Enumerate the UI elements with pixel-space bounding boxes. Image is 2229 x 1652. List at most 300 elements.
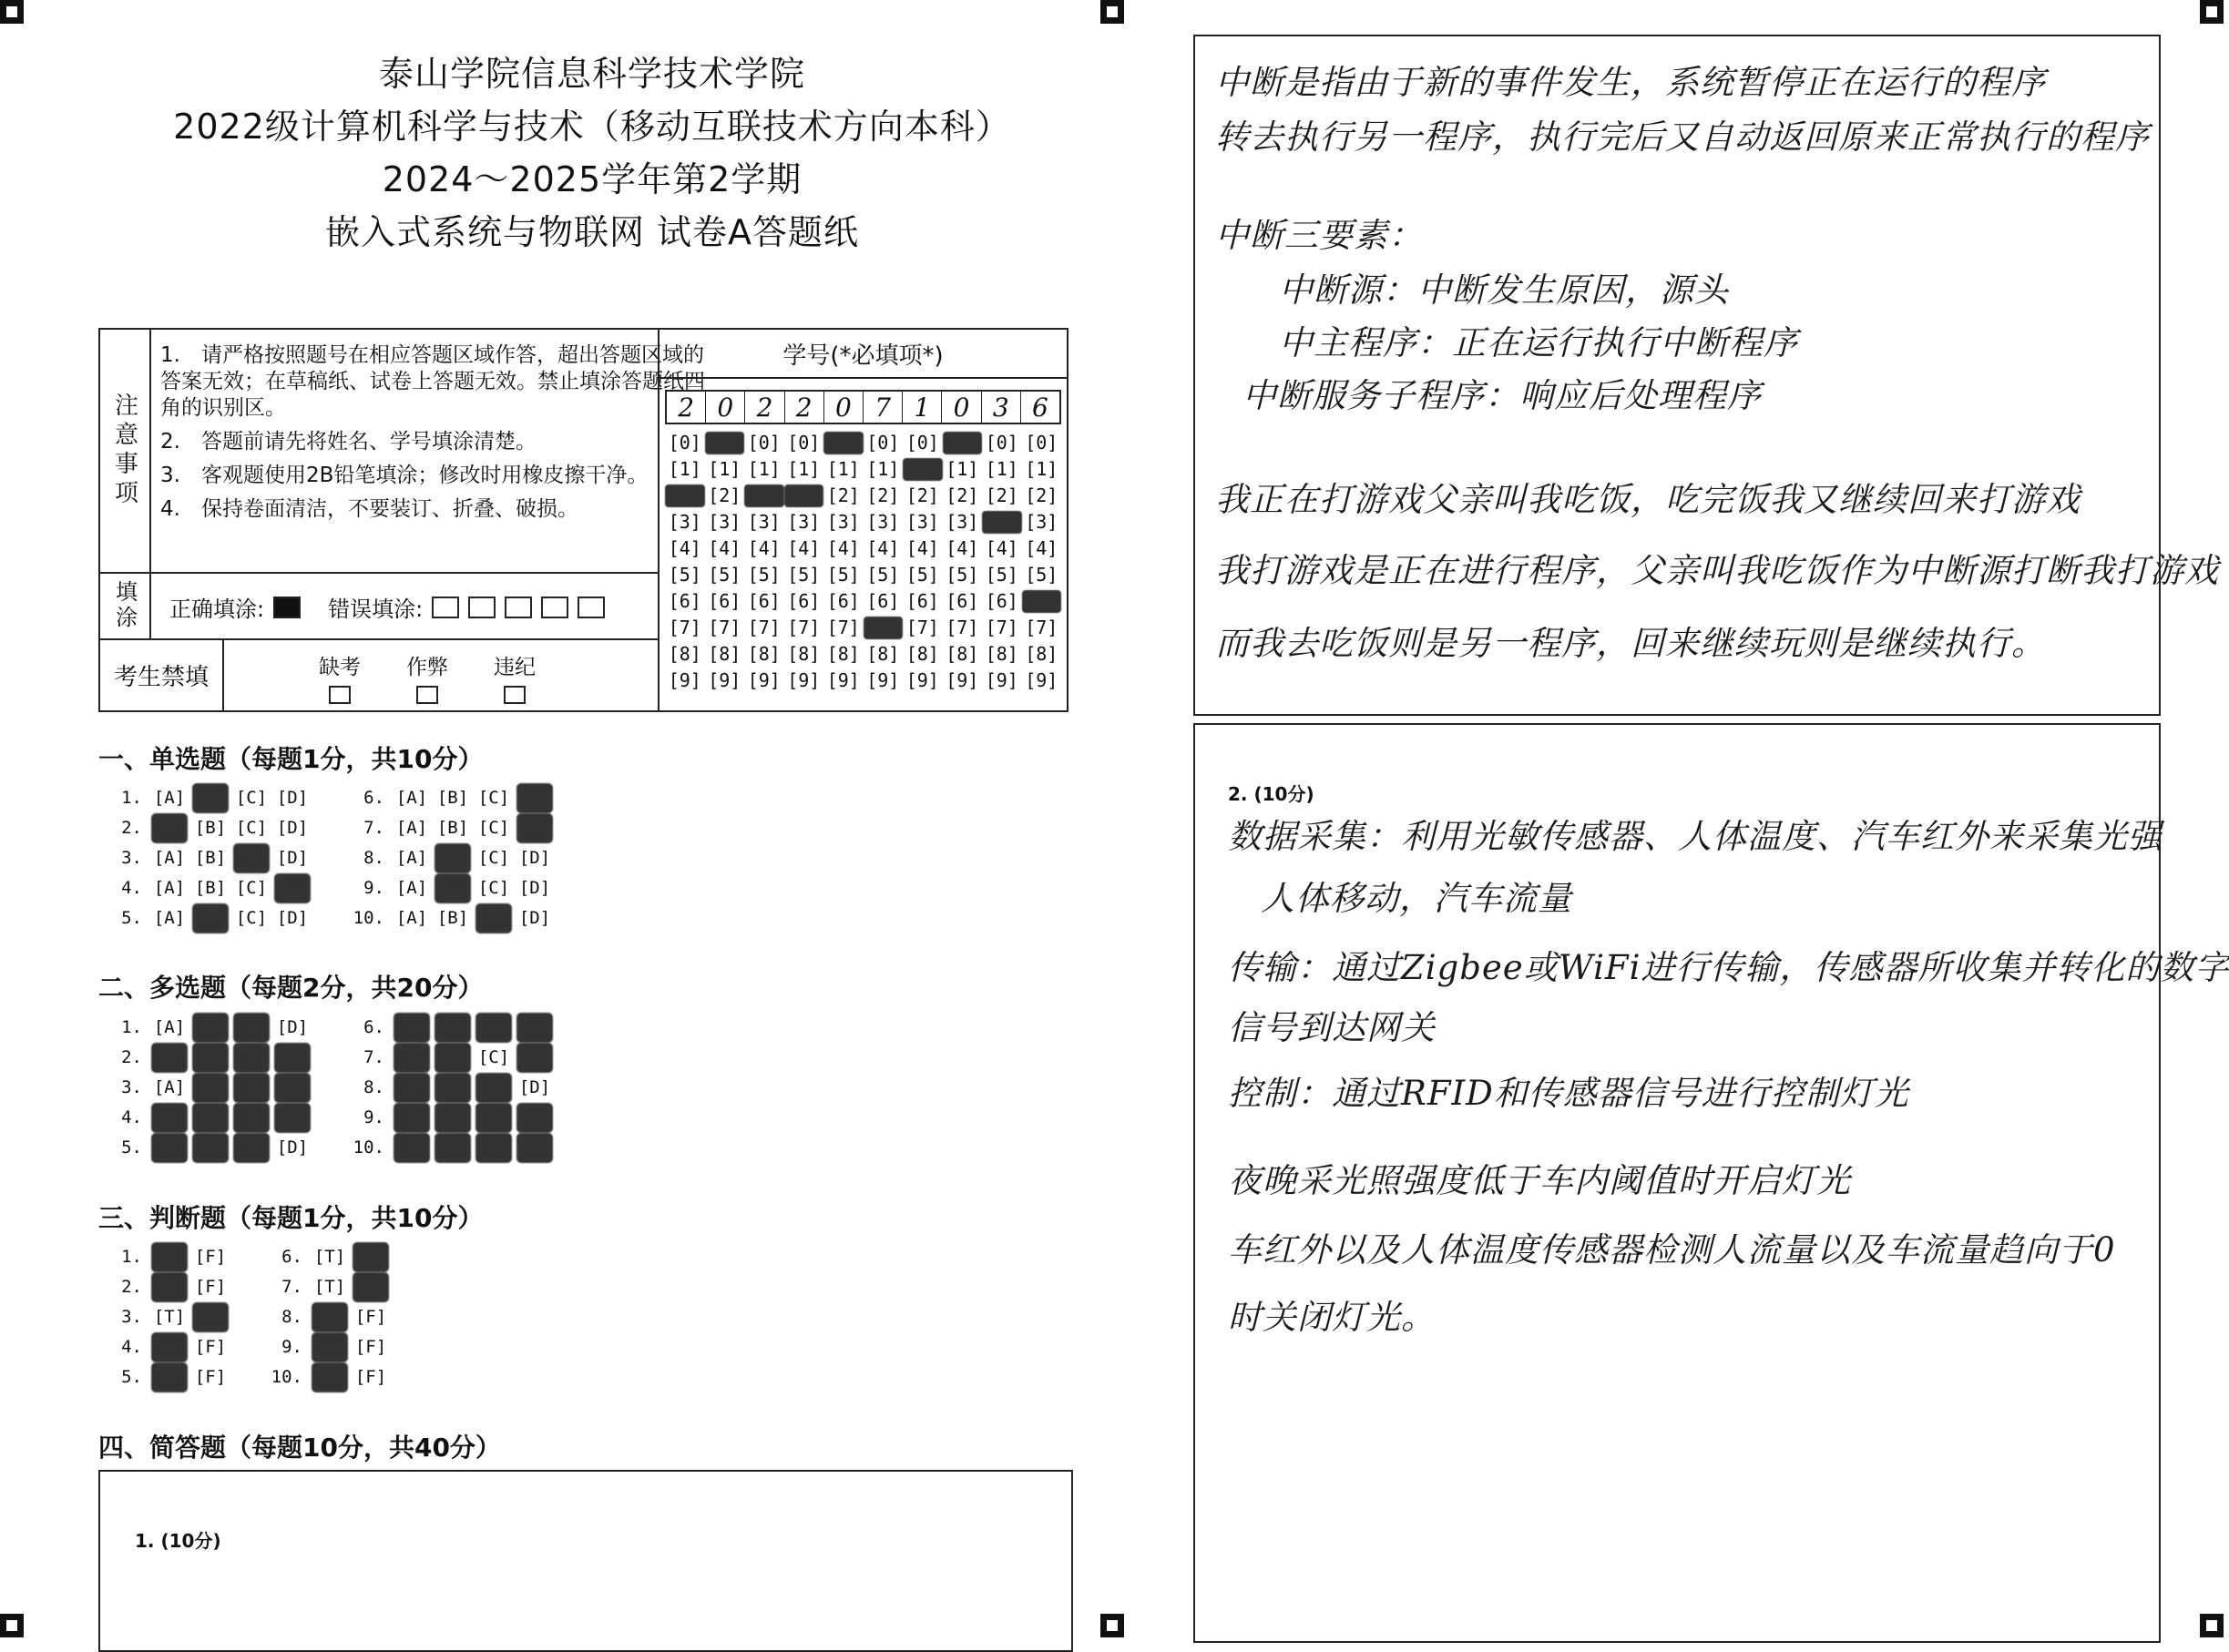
student-id-bubble[interactable]: [0]	[747, 432, 781, 454]
student-id-bubble[interactable]: [1]	[708, 458, 741, 480]
answer-bubble[interactable]: [T]	[153, 1307, 186, 1327]
answer-bubble[interactable]: [F]	[194, 1367, 227, 1387]
answer-bubble[interactable]: [B]	[436, 788, 469, 808]
student-id-bubble[interactable]: [0]	[668, 432, 701, 454]
student-id-bubble[interactable]: [8]	[826, 643, 860, 665]
student-id-bubble[interactable]: [9]	[708, 669, 741, 691]
notice-item: 4. 保持卷面清洁，不要装订、折叠、破损。	[160, 497, 578, 521]
student-id-bubble[interactable]: [3]	[747, 511, 781, 533]
answer-box-q2[interactable]	[1193, 723, 2229, 1643]
handwritten-line: 而我去吃饭则是另一程序，回来继续玩则是继续执行。	[1215, 624, 2046, 663]
question-row	[109, 1242, 233, 1272]
question-row	[109, 813, 315, 843]
answer-bubble[interactable]: [T]	[151, 1242, 188, 1272]
student-id-bubble[interactable]: [7]	[985, 617, 1018, 638]
handwritten-line: 中断源：中断发生原因，源头	[1279, 270, 1729, 310]
student-id-bubble[interactable]: [2]	[1025, 484, 1058, 506]
fill-label: 填涂	[100, 572, 151, 638]
cheat-checkbox[interactable]	[416, 686, 438, 704]
student-id-bubble-grid[interactable]	[665, 432, 1061, 692]
student-id-bubble[interactable]: [3]	[982, 511, 1022, 534]
answer-bubble[interactable]: [C]	[475, 1103, 512, 1133]
student-id-bubble[interactable]: [4]	[787, 537, 821, 559]
student-id-bubble[interactable]: [1]	[668, 458, 701, 480]
student-id-bubble[interactable]: [1]	[946, 458, 979, 480]
student-id-bubble[interactable]: [8]	[787, 643, 821, 665]
student-id-bubble[interactable]: [4]	[826, 537, 860, 559]
answer-bubble[interactable]: [A]	[394, 1103, 430, 1133]
student-id-bubble[interactable]: [0]	[787, 432, 821, 454]
answer-bubble[interactable]: [F]	[354, 1307, 387, 1327]
student-id-bubble[interactable]: [3]	[905, 511, 939, 533]
answer-bubble[interactable]: [T]	[151, 1362, 188, 1392]
answer-bubble[interactable]: [B]	[192, 1103, 229, 1133]
question-row	[352, 873, 557, 903]
student-id-bubble[interactable]: [9]	[866, 669, 900, 691]
question-row	[109, 1073, 315, 1103]
handwritten-line: 夜晚采光照强度低于车内阈值时开启灯光	[1228, 1161, 1851, 1200]
answer-bubble[interactable]: [A]	[395, 878, 428, 898]
answer-bubble[interactable]: [C]	[477, 788, 510, 808]
question-number: 4.	[121, 878, 142, 898]
student-id-bubble[interactable]: [4]	[708, 537, 741, 559]
answer-bubble[interactable]: [A]	[394, 1073, 430, 1103]
answer-bubble[interactable]: [T]	[313, 1277, 346, 1297]
answer-bubble[interactable]: [B]	[436, 818, 469, 838]
student-id-bubble[interactable]: [1]	[826, 458, 860, 480]
student-id-bubble[interactable]: [6]	[1022, 590, 1062, 613]
answer-bubble[interactable]: [C]	[477, 818, 510, 838]
student-id-bubble[interactable]: [6]	[708, 590, 741, 612]
answer-bubble[interactable]: [B]	[192, 1133, 229, 1163]
answer-bubble[interactable]: [D]	[518, 878, 551, 898]
student-id-digit: 2	[667, 392, 706, 423]
answer-bubble[interactable]: [A]	[153, 908, 186, 928]
handwritten-line: 数据采集：利用光敏传感器、人体温度、汽车红外来采集光强	[1228, 817, 2163, 856]
student-id-bubble[interactable]: [5]	[787, 564, 821, 586]
student-id-bubble[interactable]: [4]	[747, 537, 781, 559]
answer-bubble[interactable]: [C]	[477, 878, 510, 898]
answer-bubble[interactable]: [T]	[312, 1362, 348, 1392]
answer-bubble[interactable]: [C]	[475, 1133, 512, 1163]
student-id-bubble[interactable]: [6]	[866, 590, 900, 612]
answer-bubble[interactable]: [A]	[395, 848, 428, 868]
student-id-bubble[interactable]: [8]	[1025, 643, 1058, 665]
multi-choice-grid[interactable]	[109, 1013, 557, 1163]
handwritten-line: 我打游戏是正在进行程序，父亲叫我吃饭作为中断源打断我打游戏	[1215, 551, 2219, 590]
question-number: 5.	[121, 1137, 142, 1157]
student-id-bubble[interactable]: [9]	[985, 669, 1018, 691]
answer-bubble[interactable]: [A]	[151, 1043, 188, 1073]
answer-bubble[interactable]: [C]	[235, 878, 268, 898]
question-row	[270, 1302, 394, 1332]
notice-item: 2. 答题前请先将姓名、学号填涂清楚。	[160, 430, 537, 454]
answer-bubble[interactable]: [C]	[477, 1047, 510, 1067]
student-id-bubble[interactable]: [4]	[946, 537, 979, 559]
answer-bubble[interactable]: [B]	[192, 1073, 229, 1103]
question-number: 2.	[121, 1277, 142, 1297]
student-id-bubble[interactable]: [8]	[985, 643, 1018, 665]
answer-box-q1[interactable]	[98, 1470, 1073, 1652]
question-number: 6.	[281, 1247, 302, 1267]
student-id-bubble[interactable]: [8]	[946, 643, 979, 665]
answer-bubble[interactable]: [A]	[395, 788, 428, 808]
handwritten-line: 控制：通过RFID和传感器信号进行控制灯光	[1228, 1074, 1909, 1113]
absent-checkbox[interactable]	[329, 686, 351, 704]
term-title: 2024～2025学年第2学期	[382, 159, 803, 199]
answer-bubble[interactable]: [C]	[235, 818, 268, 838]
exam-label: 考生禁填	[100, 638, 224, 712]
answer-bubble[interactable]: [B]	[435, 1073, 471, 1103]
question-number: 3.	[121, 1307, 142, 1327]
student-id-bubble[interactable]: [4]	[985, 537, 1018, 559]
question-row	[109, 1013, 315, 1043]
question-number: 7.	[281, 1277, 302, 1297]
student-id-area	[658, 330, 1067, 710]
student-id-bubble[interactable]: [5]	[985, 564, 1018, 586]
student-id-digit: 1	[903, 392, 942, 423]
student-id-bubble[interactable]: [3]	[1025, 511, 1058, 533]
handwritten-line: 时关闭灯光。	[1228, 1298, 1436, 1337]
question-number: 3.	[121, 1077, 142, 1097]
answer-bubble[interactable]: [C]	[475, 903, 512, 933]
violation-label: 违纪	[494, 656, 536, 679]
answer-bubble[interactable]: [A]	[151, 1103, 188, 1133]
wrong-fill-cross-icon	[468, 597, 496, 618]
student-id-bubble[interactable]: [6]	[747, 590, 781, 612]
wrong-fill-dash-icon	[505, 597, 532, 618]
question-number: 8.	[363, 848, 384, 868]
student-id-bubble[interactable]: [3]	[787, 511, 821, 533]
absent-label: 缺考	[319, 656, 361, 679]
student-id-digit: 2	[745, 392, 784, 423]
handwritten-line: 信号到达网关	[1228, 1008, 1436, 1047]
student-id-bubble[interactable]: [5]	[668, 564, 701, 586]
student-id-bubble[interactable]: [4]	[1025, 537, 1058, 559]
student-id-bubble[interactable]: [2]	[744, 484, 784, 507]
answer-bubble[interactable]: [B]	[194, 848, 227, 868]
student-id-bubble[interactable]: [3]	[946, 511, 979, 533]
student-id-digit: 6	[1032, 392, 1048, 423]
student-id-bubble[interactable]: [8]	[747, 643, 781, 665]
student-id-bubble[interactable]: [6]	[787, 590, 821, 612]
answer-bubble[interactable]: [D]	[516, 1043, 553, 1073]
notice-label: 注意事项	[100, 330, 151, 572]
answer-bubble[interactable]: [D]	[276, 1017, 309, 1037]
handwritten-line: 我正在打游戏父亲叫我吃饭，吃完饭我又继续回来打游戏	[1215, 480, 2081, 519]
answer-bubble[interactable]: [T]	[151, 1332, 188, 1362]
student-id-bubble[interactable]: [3]	[668, 511, 701, 533]
student-id-bubble[interactable]: [2]	[905, 484, 939, 506]
answer-box-q1-continued[interactable]	[1193, 35, 2219, 716]
answer-bubble[interactable]: [D]	[276, 908, 309, 928]
exam-options	[319, 650, 536, 704]
student-id-bubble[interactable]: [1]	[903, 458, 943, 481]
notice-item: 3. 客观题使用2B铅笔填涂；修改时用橡皮擦干净。	[160, 464, 649, 487]
answer-bubble[interactable]: [T]	[151, 1272, 188, 1302]
student-id-bubble[interactable]: [3]	[708, 511, 741, 533]
answer-bubble[interactable]: [F]	[353, 1242, 389, 1272]
answer-bubble[interactable]: [T]	[313, 1247, 346, 1267]
answer-bubble[interactable]: [F]	[354, 1337, 387, 1357]
student-id-bubble[interactable]: [1]	[1025, 458, 1058, 480]
student-id-bubble[interactable]: [0]	[866, 432, 900, 454]
answer-bubble[interactable]: [D]	[274, 1043, 311, 1073]
student-id-bubble[interactable]: [9]	[747, 669, 781, 691]
answer-bubble[interactable]: [C]	[475, 1073, 512, 1103]
student-id-bubble[interactable]: [9]	[905, 669, 939, 691]
question-number: 5.	[121, 908, 142, 928]
student-id-bubble[interactable]: [9]	[668, 669, 701, 691]
section-short-answer: 四、简答题（每题10分，共40分）	[98, 1433, 501, 1463]
notice-box	[98, 328, 1068, 712]
question-number: 9.	[281, 1337, 302, 1357]
question-row	[109, 783, 315, 813]
student-id-bubble[interactable]: [8]	[708, 643, 741, 665]
student-id-bubble[interactable]: [7]	[946, 617, 979, 638]
student-id-bubble[interactable]: [6]	[668, 590, 701, 612]
q1-label: 1. (10分)	[135, 1530, 221, 1552]
exam-title: 嵌入式系统与物联网 试卷A答题纸	[324, 212, 860, 252]
answer-bubble[interactable]: [B]	[435, 1133, 471, 1163]
answer-bubble[interactable]: [A]	[153, 1077, 186, 1097]
answer-bubble[interactable]: [C]	[477, 848, 510, 868]
question-row	[352, 903, 557, 933]
answer-bubble[interactable]: [D]	[276, 1137, 309, 1157]
student-id-bubble[interactable]: [6]	[985, 590, 1018, 612]
student-id-bubble[interactable]: [5]	[708, 564, 741, 586]
student-id-bubble[interactable]: [1]	[747, 458, 781, 480]
answer-bubble[interactable]: [D]	[274, 873, 311, 903]
single-choice-grid[interactable]	[109, 783, 557, 933]
handwritten-line: 中断三要素：	[1215, 216, 1423, 255]
question-row	[352, 1103, 557, 1133]
student-id-bubble[interactable]: [2]	[708, 484, 741, 506]
answer-bubble[interactable]: [D]	[516, 1133, 553, 1163]
question-number: 1.	[121, 1247, 142, 1267]
section-true-false: 三、判断题（每题1分，共10分）	[98, 1203, 484, 1233]
question-number: 6.	[363, 1017, 384, 1037]
student-id-bubble[interactable]: [5]	[866, 564, 900, 586]
student-id-bubble[interactable]: [2]	[866, 484, 900, 506]
question-row	[109, 1133, 315, 1163]
question-row	[109, 843, 315, 873]
answer-bubble[interactable]: [A]	[394, 1013, 430, 1043]
notice-item: 1. 请严格按照题号在相应答题区域作答，超出答题区域的答案无效；在草稿纸、试卷上答题无效。禁止填涂答题纸四角的识别区。	[160, 343, 705, 420]
answer-bubble[interactable]: [F]	[194, 1247, 227, 1267]
student-id-bubble[interactable]: [7]	[668, 617, 701, 638]
question-row	[270, 1362, 394, 1392]
answer-bubble[interactable]: [A]	[395, 818, 428, 838]
question-number: 5.	[121, 1367, 142, 1387]
answer-bubble[interactable]: [T]	[312, 1332, 348, 1362]
student-id-bubble[interactable]: [4]	[905, 537, 939, 559]
answer-bubble[interactable]: [D]	[516, 813, 553, 843]
answer-bubble[interactable]: [C]	[233, 1133, 270, 1163]
question-row	[352, 813, 557, 843]
corner-mark	[1100, 1614, 1124, 1637]
answer-bubble[interactable]: [D]	[276, 788, 309, 808]
answer-bubble[interactable]: [D]	[518, 908, 551, 928]
answer-bubble[interactable]: [D]	[274, 1073, 311, 1103]
student-id-bubble[interactable]: [7]	[826, 617, 860, 638]
student-id-bubble[interactable]: [2]	[946, 484, 979, 506]
wrong-fill-dot-icon	[578, 597, 605, 618]
student-id-bubble[interactable]: [0]	[1025, 432, 1058, 454]
student-id-bubble[interactable]: [0]	[943, 432, 983, 454]
answer-bubble[interactable]: [C]	[475, 1013, 512, 1043]
student-id-bubble[interactable]: [6]	[826, 590, 860, 612]
corner-mark	[0, 0, 24, 24]
answer-bubble[interactable]: [B]	[194, 818, 227, 838]
question-row	[352, 843, 557, 873]
answer-bubble[interactable]: [B]	[435, 843, 471, 873]
answer-bubble[interactable]: [D]	[516, 1103, 553, 1133]
answer-bubble[interactable]: [C]	[233, 1013, 270, 1043]
answer-bubble[interactable]: [A]	[395, 908, 428, 928]
question-number: 8.	[363, 1077, 384, 1097]
question-row	[109, 1272, 233, 1302]
handwritten-line: 人体移动，汽车流量	[1261, 879, 1572, 918]
student-id-bubble[interactable]: [9]	[787, 669, 821, 691]
answer-bubble[interactable]: [D]	[516, 1013, 553, 1043]
corner-mark	[2200, 1614, 2224, 1637]
answer-bubble[interactable]: [B]	[192, 1013, 229, 1043]
answer-sheet-left-page	[0, 0, 1111, 1638]
answer-bubble[interactable]: [A]	[153, 788, 186, 808]
student-id-bubble[interactable]: [8]	[905, 643, 939, 665]
handwritten-line: 车红外以及人体温度传感器检测人流量以及车流量趋向于0	[1228, 1230, 2116, 1270]
student-id-bubble[interactable]: [1]	[866, 458, 900, 480]
student-id-bubble[interactable]: [7]	[747, 617, 781, 638]
answer-bubble[interactable]: [D]	[518, 848, 551, 868]
cheat-label: 作弊	[406, 656, 448, 679]
student-id-bubble[interactable]: [2]	[985, 484, 1018, 506]
question-number: 4.	[121, 1107, 142, 1127]
student-id-bubble[interactable]: [3]	[866, 511, 900, 533]
student-id-digit: 2	[785, 392, 824, 423]
student-id-bubble[interactable]: [7]	[1025, 617, 1058, 638]
student-id-bubble[interactable]: [7]	[708, 617, 741, 638]
answer-bubble[interactable]: [F]	[194, 1337, 227, 1357]
student-id-bubble[interactable]: [0]	[905, 432, 939, 454]
true-false-grid[interactable]	[109, 1242, 394, 1392]
answer-bubble[interactable]: [F]	[192, 1302, 229, 1332]
answer-bubble[interactable]: [C]	[233, 1043, 270, 1073]
student-id-bubble[interactable]: [8]	[866, 643, 900, 665]
student-id-bubble[interactable]: [9]	[826, 669, 860, 691]
answer-bubble[interactable]: [T]	[312, 1302, 348, 1332]
question-number: 7.	[363, 1047, 384, 1067]
student-id-bubble[interactable]: [2]	[784, 484, 824, 507]
student-id-bubble[interactable]: [0]	[823, 432, 864, 454]
student-id-bubble[interactable]: [0]	[985, 432, 1018, 454]
divider	[100, 572, 658, 574]
student-id-bubble[interactable]: [1]	[985, 458, 1018, 480]
violation-checkbox[interactable]	[504, 686, 526, 704]
student-id-bubble[interactable]: [7]	[787, 617, 821, 638]
answer-bubble[interactable]: [C]	[233, 1103, 270, 1133]
answer-bubble[interactable]: [A]	[153, 848, 186, 868]
answer-bubble[interactable]: [D]	[274, 1103, 311, 1133]
answer-bubble[interactable]: [F]	[194, 1277, 227, 1297]
answer-bubble[interactable]: [A]	[153, 1017, 186, 1037]
student-id-bubble[interactable]: [1]	[787, 458, 821, 480]
question-row	[109, 873, 315, 903]
student-id-bubble[interactable]: [8]	[668, 643, 701, 665]
question-number: 1.	[121, 788, 142, 808]
answer-bubble[interactable]: [A]	[153, 878, 186, 898]
student-id-digit: 0	[706, 392, 745, 423]
answer-bubble[interactable]: [D]	[276, 848, 309, 868]
student-id-bubble[interactable]: [4]	[668, 537, 701, 559]
answer-bubble[interactable]: [C]	[235, 788, 268, 808]
answer-bubble[interactable]: [B]	[435, 1013, 471, 1043]
student-id-bubble[interactable]: [9]	[946, 669, 979, 691]
answer-bubble[interactable]: [B]	[435, 1043, 471, 1073]
student-id-bubble[interactable]: [5]	[1025, 564, 1058, 586]
student-id-bubble[interactable]: [5]	[826, 564, 860, 586]
student-id-bubble[interactable]: [7]	[864, 617, 904, 639]
answer-bubble[interactable]: [A]	[394, 1043, 430, 1073]
question-row	[109, 1043, 315, 1073]
question-row	[270, 1242, 394, 1272]
answer-bubble[interactable]: [B]	[435, 1103, 471, 1133]
student-id-bubble[interactable]: [5]	[946, 564, 979, 586]
student-id-bubble[interactable]: [9]	[1025, 669, 1058, 691]
answer-bubble[interactable]: [C]	[233, 1073, 270, 1103]
student-id-bubble[interactable]: [2]	[665, 484, 705, 507]
answer-bubble[interactable]: [D]	[276, 818, 309, 838]
answer-bubble[interactable]: [B]	[435, 873, 471, 903]
student-id-bubble[interactable]: [0]	[705, 432, 745, 454]
student-id-bubble[interactable]: [3]	[826, 511, 860, 533]
answer-bubble[interactable]: [A]	[151, 1133, 188, 1163]
question-row	[352, 1043, 557, 1073]
answer-bubble[interactable]: [C]	[233, 843, 270, 873]
fill-example-row	[169, 591, 605, 623]
student-id-bubble[interactable]: [6]	[905, 590, 939, 612]
answer-bubble[interactable]: [C]	[235, 908, 268, 928]
student-id-bubble[interactable]: [4]	[866, 537, 900, 559]
question-number: 4.	[121, 1337, 142, 1357]
notice-text	[160, 342, 707, 530]
answer-bubble[interactable]: [B]	[194, 878, 227, 898]
student-id-bubble[interactable]: [5]	[905, 564, 939, 586]
corner-mark	[2200, 0, 2224, 24]
answer-bubble[interactable]: [D]	[518, 1077, 551, 1097]
wrong-fill-label: 错误填涂:	[328, 597, 424, 622]
question-row	[109, 1332, 233, 1362]
answer-bubble[interactable]: [B]	[436, 908, 469, 928]
answer-bubble[interactable]: [D]	[516, 783, 553, 813]
student-id-bubble[interactable]: [5]	[747, 564, 781, 586]
answer-bubble[interactable]: [A]	[394, 1133, 430, 1163]
answer-bubble[interactable]: [B]	[192, 783, 229, 813]
section-single-choice: 一、单选题（每题1分，共10分）	[98, 744, 484, 774]
question-row	[270, 1272, 394, 1302]
handwritten-line: 中主程序：正在运行执行中断程序	[1279, 323, 1798, 362]
student-id-bubble[interactable]: [2]	[826, 484, 860, 506]
answer-bubble[interactable]: [B]	[192, 903, 229, 933]
answer-bubble[interactable]: [F]	[353, 1272, 389, 1302]
answer-bubble[interactable]: [B]	[192, 1043, 229, 1073]
student-id-bubble[interactable]: [7]	[905, 617, 939, 638]
student-id-bubble[interactable]: [6]	[946, 590, 979, 612]
class-title: 2022级计算机科学与技术（移动互联技术方向本科）	[173, 107, 1011, 147]
answer-bubble[interactable]: [F]	[354, 1367, 387, 1387]
answer-bubble[interactable]: [A]	[151, 813, 188, 843]
